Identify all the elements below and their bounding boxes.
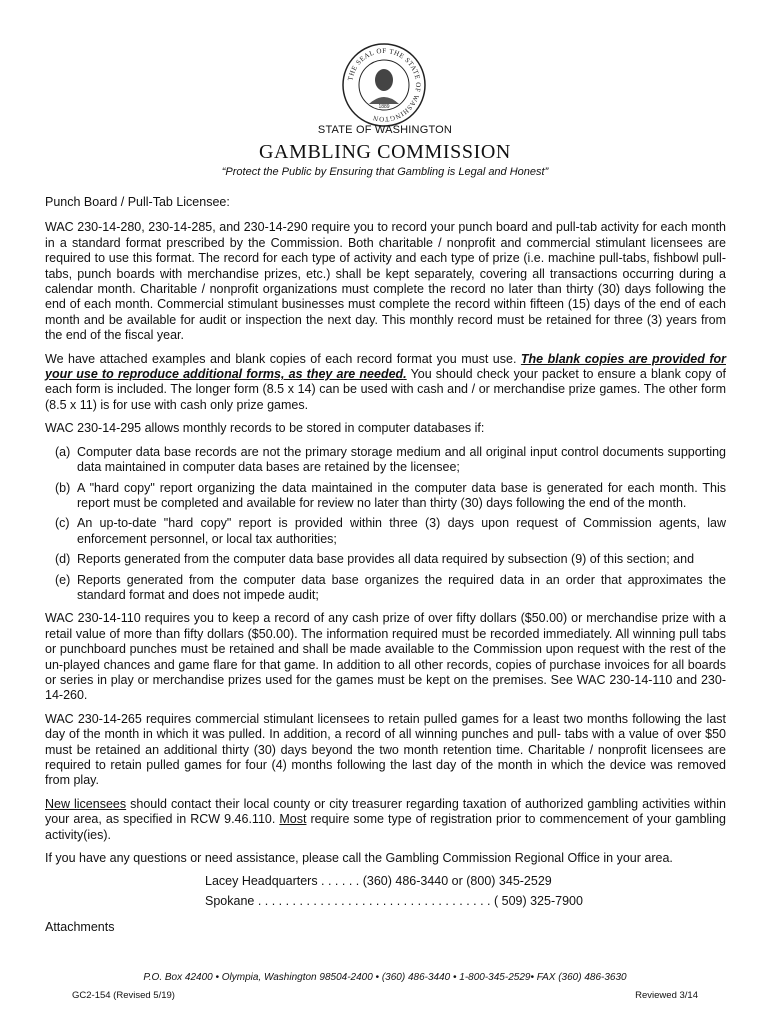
list-item: (e) Reports generated from the computer data base organizes the required data in an order that approximates the standard format and does not impede audit;	[55, 572, 726, 602]
form-number: GC2-154 (Revised 5/19)	[72, 990, 175, 1001]
list-item: (d) Reports generated from the computer data base provides all data required by subsection (9) of this section; and	[55, 552, 695, 567]
footer-address: P.O. Box 42400 • Olympia, Washington 98504-2400 • (360) 486-3440 • 1-800-345-2529• FAX (360) 486-3630	[143, 972, 627, 983]
salutation: Punch Board / Pull-Tab Licensee:	[45, 195, 230, 209]
state-heading: STATE OF WASHINGTON	[317, 124, 453, 136]
paragraph-questions: If you have any questions or need assistance, please call the Gambling Commission Regional Office in your area.	[45, 851, 673, 866]
contact-lacey: Lacey Headquarters . . . . . . (360) 486-3440 or (800) 345-2529	[205, 874, 552, 889]
list-item: (b) A "hard copy" report organizing the data maintained in the computer data base is generated for each month. This report must be completed and available for review no later than thirty (30) days following the end of the month.	[55, 480, 726, 510]
paragraph-record-requirements: WAC 230-14-280, 230-14-285, and 230-14-290 require you to record your punch board and pull-tab activity for each month in a standard format prescribed by the Commission. Both charitable / nonprofit and commercial stimulant licensees are required to use this format. The record for each type of activity and each type of prize (i.e. machine pull-tabs, fishbowl pull-tabs, punch boards with merchandise prizes, etc.) shall be kept separately, covering all transactions occurring during a calendar month. Charitable / nonprofit organizations must complete the record no later than thirty (30) days following the end of each month. Commercial stimulant businesses must complete the record within fifteen (15) days of the end of each month and be available for audit or inspection the next day. This monthly record must be retained for three (3) years from the end of the fiscal year.	[45, 220, 726, 343]
paragraph-computer-records: WAC 230-14-295 allows monthly records to be stored in computer databases if:	[45, 421, 485, 436]
attachments-label: Attachments	[45, 920, 115, 935]
contact-list	[205, 874, 726, 914]
paragraph-retention: WAC 230-14-265 requires commercial stimulant licensees to retain pulled games for a least two months following the last day of the month in which it was pulled. In addition, a record of all winning punches and pull- tabs with a value of over $50 must be retained an additional thirty (30) days beyond the two month retention time. Charitable / nonprofit licensees are required to retain pulled games for four (4) months following the last day of the month in which the device was removed from play.	[45, 711, 726, 788]
paragraph-attached-forms: We have attached examples and blank copies of each record format you must use. The blank copies are provided for your use to reproduce additional forms, as they are needed. You should check your packet to ensure a blank copy of each form is included. The longer form (8.5 x 14) can be used with cash and / or merchandise prize games. The other form (8.5 x 11) is for use with cash only prize games.	[45, 351, 726, 412]
contact-spokane: Spokane . . . . . . . . . . . . . . . . . . . . . . . . . . . . . . . . . . ( 509) 325-7900	[205, 894, 583, 909]
svg-text:THE SEAL OF THE STATE OF WASHI: THE SEAL OF THE STATE OF WASHINGTON	[346, 46, 423, 124]
emphasis-blank-copies: The blank copies are provided for your use to reproduce additional forms, as they are needed	[45, 351, 726, 382]
reviewed-date: Reviewed 3/14	[635, 990, 698, 1001]
svg-text:1889: 1889	[378, 104, 390, 110]
paragraph-new-licensees: New licensees should contact their local county or city treasurer regarding taxation of authorized gambling activities within your area, as specified in RCW 9.46.110. Most require some type of registration prior to commencement of your gambling activity(ies).	[45, 796, 726, 842]
agency-title: GAMBLING COMMISSION	[259, 141, 511, 163]
agency-motto: “Protect the Public by Ensuring that Gambling is Legal and Honest”	[221, 166, 549, 178]
list-item: (c) An up-to-date "hard copy" report is provided within three (3) days upon request of Commission agents, law enforcement personnel, or local tax authorities;	[55, 516, 726, 546]
letter-body	[45, 195, 726, 936]
paragraph-prize-records: WAC 230-14-110 requires you to keep a record of any cash prize of over fifty dollars ($50.00) or merchandise prize with a retail value of more than fifty dollars ($50.00). The information required must be recorded immediately. All winning pull tabs or punchboard punches must be retained and shall be made available to the Commission upon request with the rest of the un-played chances and game flare for that game. In addition to all other records, copies of purchase invoices for all boards or series in play or merchandise prizes used for the games must be kept on the premises. See WAC 230-14-110 and 230-14-260.	[45, 611, 726, 703]
state-seal-logo	[341, 42, 427, 128]
list-item: (a) Computer data base records are not the primary storage medium and all original input control documents supporting data maintained in computer data bases are retained by the licensee;	[55, 444, 726, 475]
conditions-list	[45, 445, 726, 604]
